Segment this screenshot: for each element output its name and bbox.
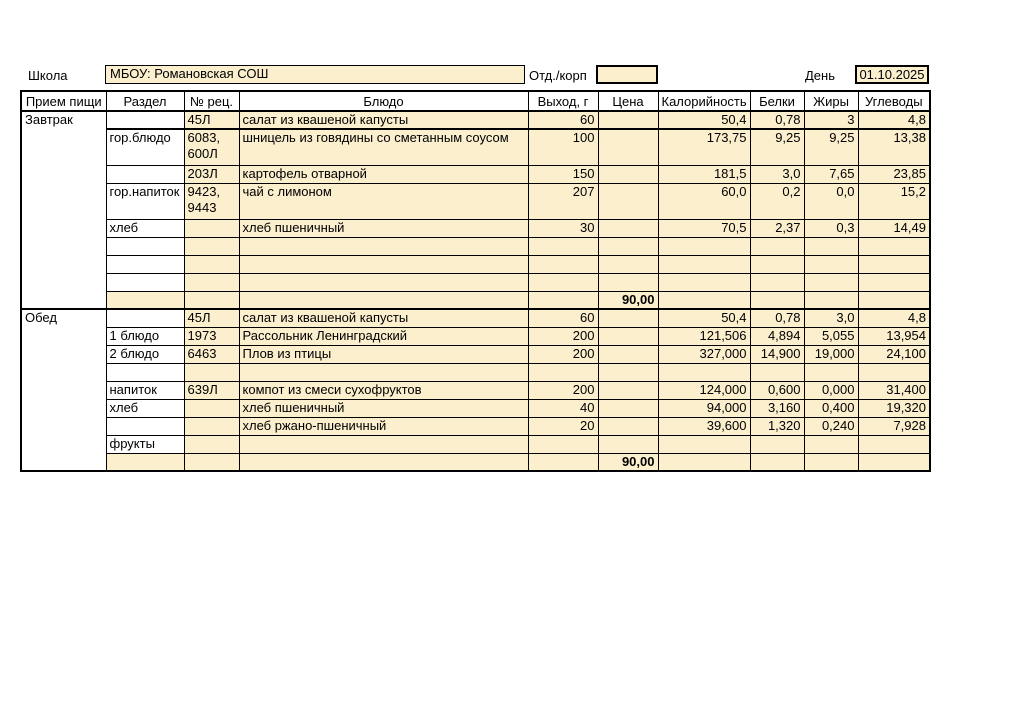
cell-razdel[interactable] xyxy=(106,165,184,183)
cell-kcal[interactable] xyxy=(658,363,750,381)
cell-kcal[interactable] xyxy=(658,255,750,273)
cell-razdel[interactable] xyxy=(106,111,184,129)
column-header-0: Прием пищи xyxy=(21,91,106,111)
cell-fat[interactable] xyxy=(804,453,858,471)
table-row xyxy=(21,165,930,183)
cell-dish[interactable] xyxy=(239,255,528,273)
cell-dish[interactable]: картофель отварной xyxy=(239,165,528,183)
cell-protein[interactable]: 0,2 xyxy=(750,183,804,219)
cell-rec[interactable] xyxy=(184,417,239,435)
cell-rec[interactable] xyxy=(184,255,239,273)
cell-protein[interactable]: 2,37 xyxy=(750,219,804,237)
cell-protein[interactable] xyxy=(750,453,804,471)
cell-price[interactable] xyxy=(598,255,658,273)
cell-dish[interactable]: Плов из птицы xyxy=(239,345,528,363)
cell-razdel[interactable] xyxy=(106,237,184,255)
cell-fat[interactable]: 0,000 xyxy=(804,381,858,399)
cell-kcal[interactable]: 70,5 xyxy=(658,219,750,237)
table-row xyxy=(21,183,930,219)
cell-dish[interactable] xyxy=(239,435,528,453)
cell-carbs[interactable]: 14,49 xyxy=(858,219,930,237)
cell-protein[interactable] xyxy=(750,255,804,273)
cell-price[interactable]: 90,00 xyxy=(598,453,658,471)
cell-price[interactable]: 90,00 xyxy=(598,291,658,309)
cell-kcal[interactable]: 60,0 xyxy=(658,183,750,219)
cell-carbs[interactable]: 13,38 xyxy=(858,129,930,165)
cell-price[interactable] xyxy=(598,309,658,327)
cell-razdel[interactable]: фрукты xyxy=(106,435,184,453)
cell-dish[interactable]: компот из смеси сухофруктов xyxy=(239,381,528,399)
cell-carbs[interactable] xyxy=(858,435,930,453)
cell-protein[interactable]: 1,320 xyxy=(750,417,804,435)
cell-rec[interactable] xyxy=(184,219,239,237)
table-body xyxy=(21,111,930,471)
day-input[interactable] xyxy=(855,65,929,84)
cell-out[interactable]: 40 xyxy=(528,399,598,417)
cell-price[interactable] xyxy=(598,273,658,291)
cell-rec[interactable]: 9423, 9443 xyxy=(184,183,239,219)
cell-kcal[interactable]: 173,75 xyxy=(658,129,750,165)
cell-kcal[interactable] xyxy=(658,291,750,309)
cell-kcal[interactable] xyxy=(658,453,750,471)
cell-dish[interactable]: салат из квашеной капусты xyxy=(239,309,528,327)
cell-dish[interactable]: хлеб пшеничный xyxy=(239,399,528,417)
table-row xyxy=(21,219,930,237)
cell-rec[interactable]: 639Л xyxy=(184,381,239,399)
cell-fat[interactable] xyxy=(804,363,858,381)
cell-protein[interactable]: 3,0 xyxy=(750,165,804,183)
cell-rec[interactable]: 45Л xyxy=(184,111,239,129)
cell-out[interactable] xyxy=(528,453,598,471)
cell-out[interactable]: 20 xyxy=(528,417,598,435)
cell-fat[interactable] xyxy=(804,273,858,291)
cell-rec[interactable] xyxy=(184,363,239,381)
cell-fat[interactable]: 3 xyxy=(804,111,858,129)
cell-kcal[interactable]: 181,5 xyxy=(658,165,750,183)
cell-protein[interactable]: 9,25 xyxy=(750,129,804,165)
column-header-9: Углеводы xyxy=(858,91,930,111)
cell-carbs[interactable] xyxy=(858,363,930,381)
cell-razdel[interactable]: хлеб xyxy=(106,219,184,237)
cell-razdel[interactable] xyxy=(106,309,184,327)
cell-fat[interactable]: 9,25 xyxy=(804,129,858,165)
cell-rec[interactable] xyxy=(184,237,239,255)
cell-fat[interactable]: 3,0 xyxy=(804,309,858,327)
dept-label: Отд./корп xyxy=(529,68,587,83)
table-row xyxy=(21,255,930,273)
cell-dish[interactable]: салат из квашеной капусты xyxy=(239,111,528,129)
cell-razdel[interactable] xyxy=(106,363,184,381)
cell-out[interactable] xyxy=(528,273,598,291)
menu-table xyxy=(20,90,931,472)
header-row xyxy=(21,91,930,111)
cell-dish[interactable]: чай с лимоном xyxy=(239,183,528,219)
cell-price[interactable] xyxy=(598,345,658,363)
cell-out[interactable]: 60 xyxy=(528,111,598,129)
column-header-4: Выход, г xyxy=(528,91,598,111)
cell-rec[interactable] xyxy=(184,453,239,471)
cell-price[interactable] xyxy=(598,363,658,381)
cell-razdel[interactable] xyxy=(106,453,184,471)
table-row xyxy=(21,327,930,345)
cell-fat[interactable]: 0,3 xyxy=(804,219,858,237)
cell-kcal[interactable]: 50,4 xyxy=(658,309,750,327)
school-input[interactable] xyxy=(105,65,525,84)
cell-carbs[interactable]: 4,8 xyxy=(858,111,930,129)
cell-kcal[interactable]: 121,506 xyxy=(658,327,750,345)
cell-fat[interactable] xyxy=(804,291,858,309)
cell-razdel[interactable]: гор.блюдо xyxy=(106,129,184,165)
cell-out[interactable] xyxy=(528,363,598,381)
column-header-1: Раздел xyxy=(106,91,184,111)
table-row xyxy=(21,363,930,381)
cell-razdel[interactable]: напиток xyxy=(106,381,184,399)
column-header-5: Цена xyxy=(598,91,658,111)
cell-fat[interactable]: 0,400 xyxy=(804,399,858,417)
cell-rec[interactable] xyxy=(184,435,239,453)
cell-razdel[interactable] xyxy=(106,273,184,291)
cell-out[interactable]: 200 xyxy=(528,345,598,363)
cell-price[interactable] xyxy=(598,129,658,165)
cell-carbs[interactable]: 24,100 xyxy=(858,345,930,363)
cell-out[interactable] xyxy=(528,255,598,273)
cell-dish[interactable] xyxy=(239,291,528,309)
table-row xyxy=(21,111,930,129)
cell-kcal[interactable]: 50,4 xyxy=(658,111,750,129)
cell-dish[interactable]: хлеб пшеничный xyxy=(239,219,528,237)
cell-protein[interactable] xyxy=(750,291,804,309)
cell-price[interactable] xyxy=(598,237,658,255)
cell-fat[interactable]: 5,055 xyxy=(804,327,858,345)
cell-out[interactable]: 60 xyxy=(528,309,598,327)
cell-carbs[interactable] xyxy=(858,237,930,255)
cell-fat[interactable]: 0,240 xyxy=(804,417,858,435)
cell-protein[interactable]: 0,78 xyxy=(750,111,804,129)
school-label: Школа xyxy=(28,68,68,83)
cell-carbs[interactable] xyxy=(858,453,930,471)
cell-kcal[interactable]: 94,000 xyxy=(658,399,750,417)
cell-protein[interactable] xyxy=(750,435,804,453)
table-row xyxy=(21,381,930,399)
cell-out[interactable]: 100 xyxy=(528,129,598,165)
table-row xyxy=(21,453,930,471)
table-row xyxy=(21,129,930,165)
column-header-8: Жиры xyxy=(804,91,858,111)
table-row xyxy=(21,237,930,255)
cell-price[interactable] xyxy=(598,183,658,219)
cell-dish[interactable] xyxy=(239,273,528,291)
table-row xyxy=(21,273,930,291)
cell-fat[interactable] xyxy=(804,237,858,255)
cell-razdel[interactable]: гор.напиток xyxy=(106,183,184,219)
cell-carbs[interactable] xyxy=(858,255,930,273)
cell-price[interactable] xyxy=(598,219,658,237)
cell-kcal[interactable] xyxy=(658,237,750,255)
cell-carbs[interactable]: 4,8 xyxy=(858,309,930,327)
cell-price[interactable] xyxy=(598,327,658,345)
column-header-3: Блюдо xyxy=(239,91,528,111)
cell-carbs[interactable]: 15,2 xyxy=(858,183,930,219)
cell-protein[interactable]: 14,900 xyxy=(750,345,804,363)
cell-carbs[interactable]: 19,320 xyxy=(858,399,930,417)
cell-protein[interactable] xyxy=(750,237,804,255)
cell-carbs[interactable]: 23,85 xyxy=(858,165,930,183)
cell-out[interactable] xyxy=(528,291,598,309)
cell-razdel[interactable]: хлеб xyxy=(106,399,184,417)
cell-out[interactable]: 207 xyxy=(528,183,598,219)
cell-fat[interactable] xyxy=(804,255,858,273)
cell-rec[interactable] xyxy=(184,273,239,291)
cell-kcal[interactable] xyxy=(658,273,750,291)
cell-price[interactable] xyxy=(598,381,658,399)
column-header-6: Калорийность xyxy=(658,91,750,111)
cell-kcal[interactable]: 124,000 xyxy=(658,381,750,399)
cell-carbs[interactable] xyxy=(858,291,930,309)
cell-kcal[interactable] xyxy=(658,435,750,453)
cell-razdel[interactable] xyxy=(106,255,184,273)
cell-out[interactable]: 150 xyxy=(528,165,598,183)
cell-price[interactable] xyxy=(598,435,658,453)
table-header xyxy=(21,91,930,111)
cell-protein[interactable] xyxy=(750,363,804,381)
cell-razdel[interactable] xyxy=(106,417,184,435)
column-header-7: Белки xyxy=(750,91,804,111)
cell-dish[interactable] xyxy=(239,453,528,471)
day-label: День xyxy=(805,68,835,83)
cell-dish[interactable]: хлеб ржано-пшеничный xyxy=(239,417,528,435)
cell-carbs[interactable]: 31,400 xyxy=(858,381,930,399)
cell-price[interactable] xyxy=(598,165,658,183)
cell-carbs[interactable]: 13,954 xyxy=(858,327,930,345)
cell-kcal[interactable]: 39,600 xyxy=(658,417,750,435)
cell-out[interactable] xyxy=(528,435,598,453)
table-row xyxy=(21,309,930,327)
cell-protein[interactable]: 0,78 xyxy=(750,309,804,327)
cell-rec[interactable]: 1973 xyxy=(184,327,239,345)
cell-fat[interactable]: 0,0 xyxy=(804,183,858,219)
cell-rec[interactable]: 6083, 600Л xyxy=(184,129,239,165)
cell-fat[interactable]: 7,65 xyxy=(804,165,858,183)
cell-fat[interactable] xyxy=(804,435,858,453)
cell-kcal[interactable]: 327,000 xyxy=(658,345,750,363)
cell-out[interactable]: 30 xyxy=(528,219,598,237)
cell-dish[interactable] xyxy=(239,363,528,381)
table-row xyxy=(21,291,930,309)
meal-cell[interactable]: Обед xyxy=(21,309,106,471)
cell-rec[interactable]: 203Л xyxy=(184,165,239,183)
cell-price[interactable] xyxy=(598,399,658,417)
cell-protein[interactable]: 3,160 xyxy=(750,399,804,417)
cell-carbs[interactable]: 7,928 xyxy=(858,417,930,435)
cell-price[interactable] xyxy=(598,111,658,129)
table-row xyxy=(21,399,930,417)
school-value: МБОУ: Романовская СОШ xyxy=(110,66,269,81)
cell-rec[interactable]: 45Л xyxy=(184,309,239,327)
cell-price[interactable] xyxy=(598,417,658,435)
cell-protein[interactable] xyxy=(750,273,804,291)
day-value: 01.10.2025 xyxy=(859,67,925,82)
table-row xyxy=(21,417,930,435)
meal-cell[interactable]: Завтрак xyxy=(21,111,106,309)
table-row xyxy=(21,435,930,453)
cell-rec[interactable] xyxy=(184,291,239,309)
cell-rec[interactable]: 6463 xyxy=(184,345,239,363)
column-header-2: № рец. xyxy=(184,91,239,111)
cell-out[interactable]: 200 xyxy=(528,381,598,399)
cell-protein[interactable]: 4,894 xyxy=(750,327,804,345)
cell-razdel[interactable]: 1 блюдо xyxy=(106,327,184,345)
cell-razdel[interactable] xyxy=(106,291,184,309)
cell-razdel[interactable]: 2 блюдо xyxy=(106,345,184,363)
cell-protein[interactable]: 0,600 xyxy=(750,381,804,399)
dept-input[interactable] xyxy=(596,65,658,84)
cell-carbs[interactable] xyxy=(858,273,930,291)
cell-out[interactable] xyxy=(528,237,598,255)
cell-rec[interactable] xyxy=(184,399,239,417)
table-row xyxy=(21,345,930,363)
cell-dish[interactable]: Рассольник Ленинградский xyxy=(239,327,528,345)
cell-dish[interactable]: шницель из говядины со сметанным соусом xyxy=(239,129,528,165)
cell-out[interactable]: 200 xyxy=(528,327,598,345)
cell-dish[interactable] xyxy=(239,237,528,255)
cell-fat[interactable]: 19,000 xyxy=(804,345,858,363)
